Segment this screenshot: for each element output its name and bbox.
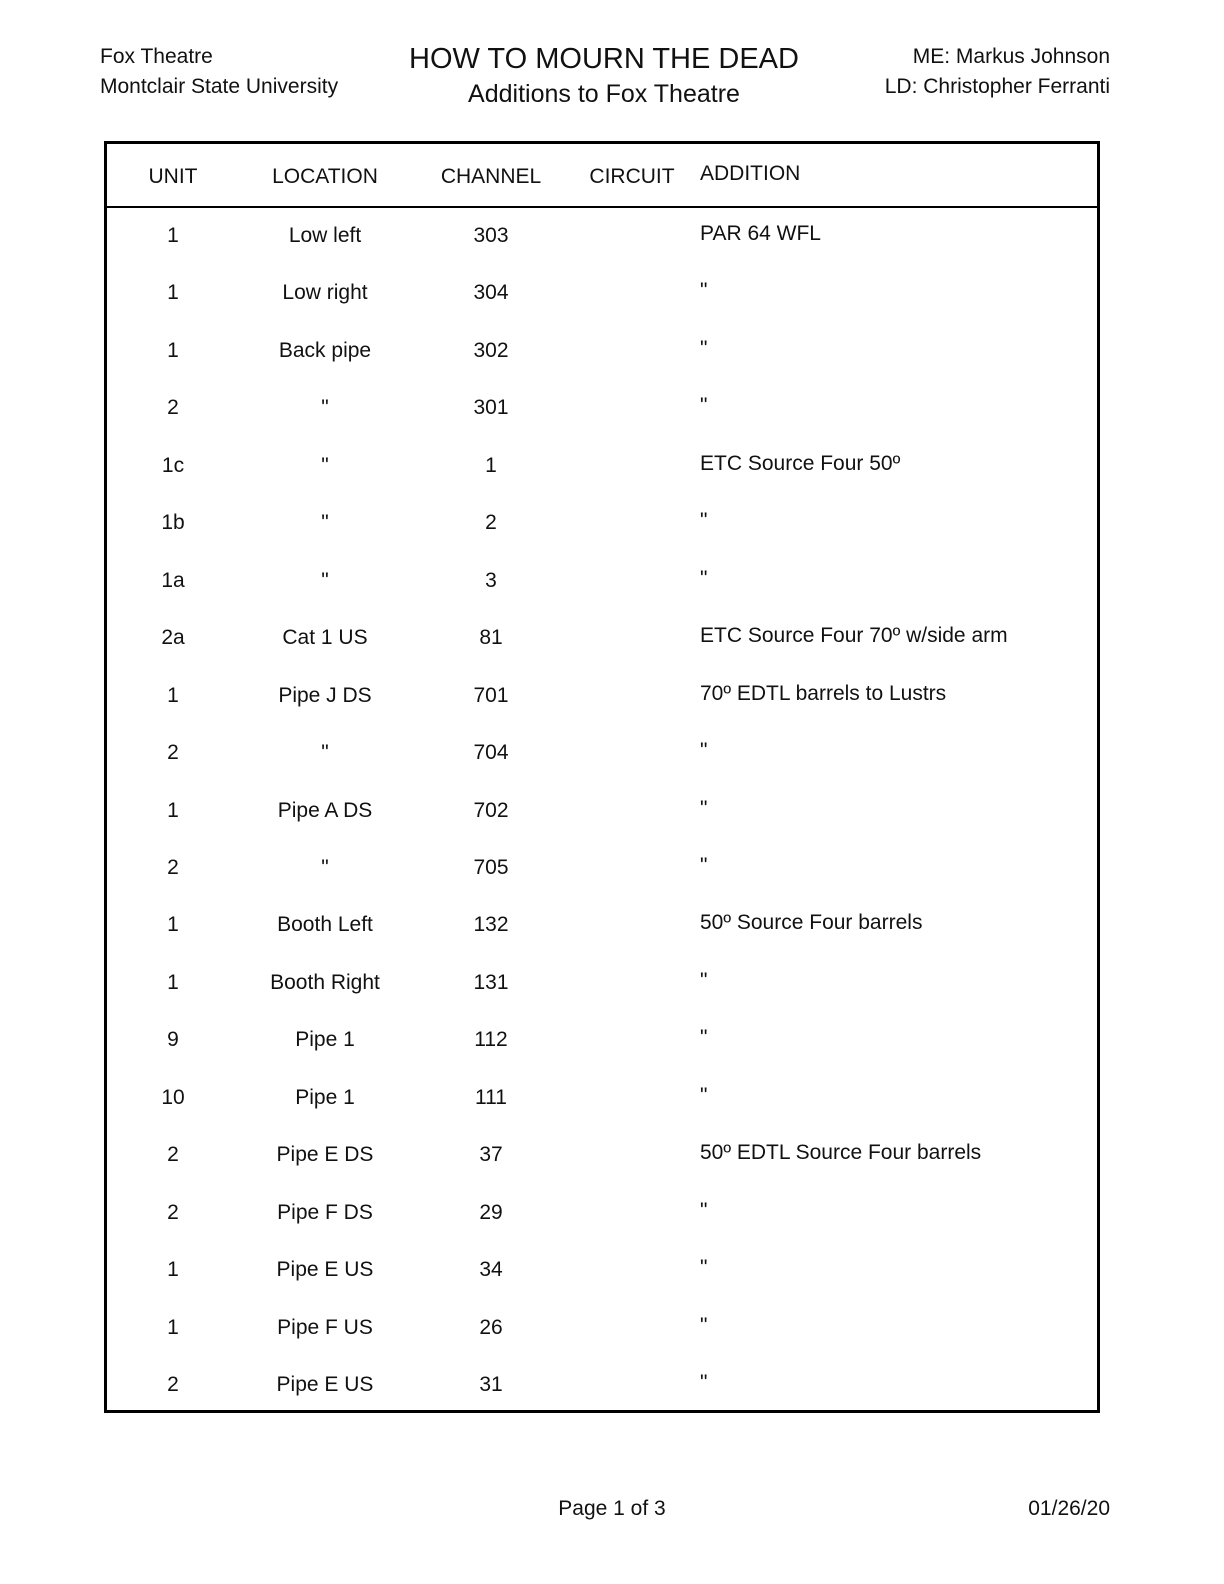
cell-location: Booth Right: [270, 971, 380, 994]
cell-unit: 1: [167, 1258, 179, 1281]
cell-channel: 37: [479, 1143, 503, 1166]
cell-channel: 303: [473, 224, 509, 247]
cell-unit: 2: [167, 1201, 179, 1224]
cell-unit: 2: [167, 396, 179, 419]
cell-addition: ETC Source Four 70º w/side arm: [700, 624, 1008, 647]
cell-addition: ": [700, 337, 708, 360]
table-row: [107, 280, 1097, 337]
cell-location: Pipe F DS: [277, 1201, 373, 1224]
cell-unit: 1: [167, 684, 179, 707]
column-header-addition: ADDITION: [700, 162, 801, 185]
cell-channel: 301: [473, 396, 509, 419]
cell-addition: ": [700, 509, 708, 532]
column-header-circuit: CIRCUIT: [589, 165, 675, 188]
cell-unit: 1b: [161, 511, 185, 534]
table-row: [107, 970, 1097, 1027]
cell-addition: ": [700, 739, 708, 762]
lighting-designer: LD: Christopher Ferranti: [884, 75, 1110, 98]
cell-addition: ": [700, 567, 708, 590]
cell-location: Pipe 1: [295, 1086, 355, 1109]
table-row: [107, 223, 1097, 280]
cell-addition: ": [700, 1314, 708, 1337]
table-row: [107, 1315, 1097, 1372]
cell-channel: 112: [474, 1028, 508, 1051]
table-row: [107, 1257, 1097, 1314]
cell-location: Pipe A DS: [277, 799, 373, 822]
cell-location: ": [321, 569, 329, 592]
cell-channel: 29: [479, 1201, 503, 1224]
cell-location: ": [321, 511, 329, 534]
cell-unit: 2a: [161, 626, 185, 649]
cell-location: Cat 1 US: [282, 626, 368, 649]
cell-location: ": [321, 741, 329, 764]
cell-unit: 1: [167, 913, 179, 936]
cell-location: Pipe E US: [276, 1373, 374, 1396]
credits-block: [885, 42, 1110, 102]
table-row: [107, 740, 1097, 797]
page-number: Page 1 of 3: [558, 1497, 666, 1520]
cell-unit: 2: [167, 1373, 179, 1396]
cell-addition: ": [700, 279, 708, 302]
institution-name: Montclair State University: [100, 75, 339, 98]
cell-location: Booth Left: [277, 913, 373, 936]
cell-unit: 1c: [161, 454, 185, 477]
title-block: [404, 40, 804, 110]
cell-addition: ": [700, 1084, 708, 1107]
table-row: [107, 1085, 1097, 1142]
column-header-unit: UNIT: [148, 165, 198, 188]
cell-addition: PAR 64 WFL: [700, 222, 821, 245]
venue-block: [100, 42, 338, 102]
cell-location: Pipe J DS: [278, 684, 372, 707]
cell-channel: 1: [485, 454, 497, 477]
cell-addition: 50º Source Four barrels: [700, 911, 923, 934]
table-row: [107, 453, 1097, 510]
cell-location: ": [321, 856, 329, 879]
document-title: HOW TO MOURN THE DEAD: [409, 43, 799, 75]
cell-unit: 1: [167, 1316, 179, 1339]
cell-unit: 2: [167, 1143, 179, 1166]
table-row: [107, 912, 1097, 969]
table-row: [107, 1142, 1097, 1199]
cell-channel: 81: [479, 626, 503, 649]
cell-channel: 31: [479, 1373, 503, 1396]
cell-addition: ": [700, 1199, 708, 1222]
cell-channel: 304: [473, 281, 509, 304]
table-row: [107, 395, 1097, 452]
table-row: [107, 855, 1097, 912]
cell-addition: ": [700, 797, 708, 820]
cell-channel: 26: [479, 1316, 503, 1339]
cell-location: Low right: [282, 281, 368, 304]
table-row: [107, 338, 1097, 395]
additions-table: [104, 141, 1100, 1413]
cell-unit: 1a: [161, 569, 185, 592]
document-date: 01/26/20: [1028, 1497, 1110, 1520]
cell-addition: ": [700, 854, 708, 877]
cell-location: Pipe 1: [295, 1028, 355, 1051]
cell-addition: ": [700, 1371, 708, 1394]
table-row: [107, 1200, 1097, 1257]
cell-channel: 702: [473, 799, 509, 822]
table-row: [107, 683, 1097, 740]
cell-channel: 704: [473, 741, 509, 764]
cell-addition: 50º EDTL Source Four barrels: [700, 1141, 982, 1164]
column-header-location: LOCATION: [272, 165, 378, 188]
cell-location: Pipe E DS: [276, 1143, 374, 1166]
table-row: [107, 798, 1097, 855]
master-electrician: ME: Markus Johnson: [912, 45, 1110, 68]
cell-location: ": [321, 454, 329, 477]
cell-channel: 302: [473, 339, 509, 362]
table-header-row: [107, 144, 1097, 208]
cell-unit: 1: [167, 799, 179, 822]
cell-channel: 132: [473, 913, 509, 936]
cell-location: Pipe E US: [276, 1258, 374, 1281]
table-row: [107, 1372, 1097, 1429]
table-row: [107, 510, 1097, 567]
cell-addition: ": [700, 1026, 708, 1049]
cell-channel: 111: [475, 1086, 507, 1109]
cell-location: Pipe F US: [277, 1316, 373, 1339]
cell-location: ": [321, 396, 329, 419]
cell-channel: 131: [473, 971, 509, 994]
cell-location: Back pipe: [278, 339, 372, 362]
cell-channel: 701: [473, 684, 509, 707]
cell-addition: ": [700, 1256, 708, 1279]
cell-addition: ": [700, 394, 708, 417]
table-row: [107, 1027, 1097, 1084]
cell-unit: 1: [167, 224, 179, 247]
cell-unit: 1: [167, 281, 179, 304]
table-row: [107, 625, 1097, 682]
cell-channel: 705: [473, 856, 509, 879]
cell-addition: ": [700, 969, 708, 992]
cell-addition: 70º EDTL barrels to Lustrs: [700, 682, 947, 705]
venue-name: Fox Theatre: [100, 45, 213, 68]
cell-unit: 2: [167, 741, 179, 764]
cell-unit: 1: [167, 339, 179, 362]
cell-addition: ETC Source Four 50º: [700, 452, 901, 475]
table-row: [107, 568, 1097, 625]
cell-channel: 34: [479, 1258, 503, 1281]
cell-unit: 9: [167, 1028, 179, 1051]
cell-unit: 1: [167, 971, 179, 994]
document-subtitle: Additions to Fox Theatre: [468, 80, 740, 108]
cell-unit: 10: [161, 1086, 185, 1109]
cell-channel: 3: [485, 569, 497, 592]
column-header-channel: CHANNEL: [440, 165, 542, 188]
cell-channel: 2: [485, 511, 497, 534]
cell-unit: 2: [167, 856, 179, 879]
cell-location: Low left: [288, 224, 362, 247]
